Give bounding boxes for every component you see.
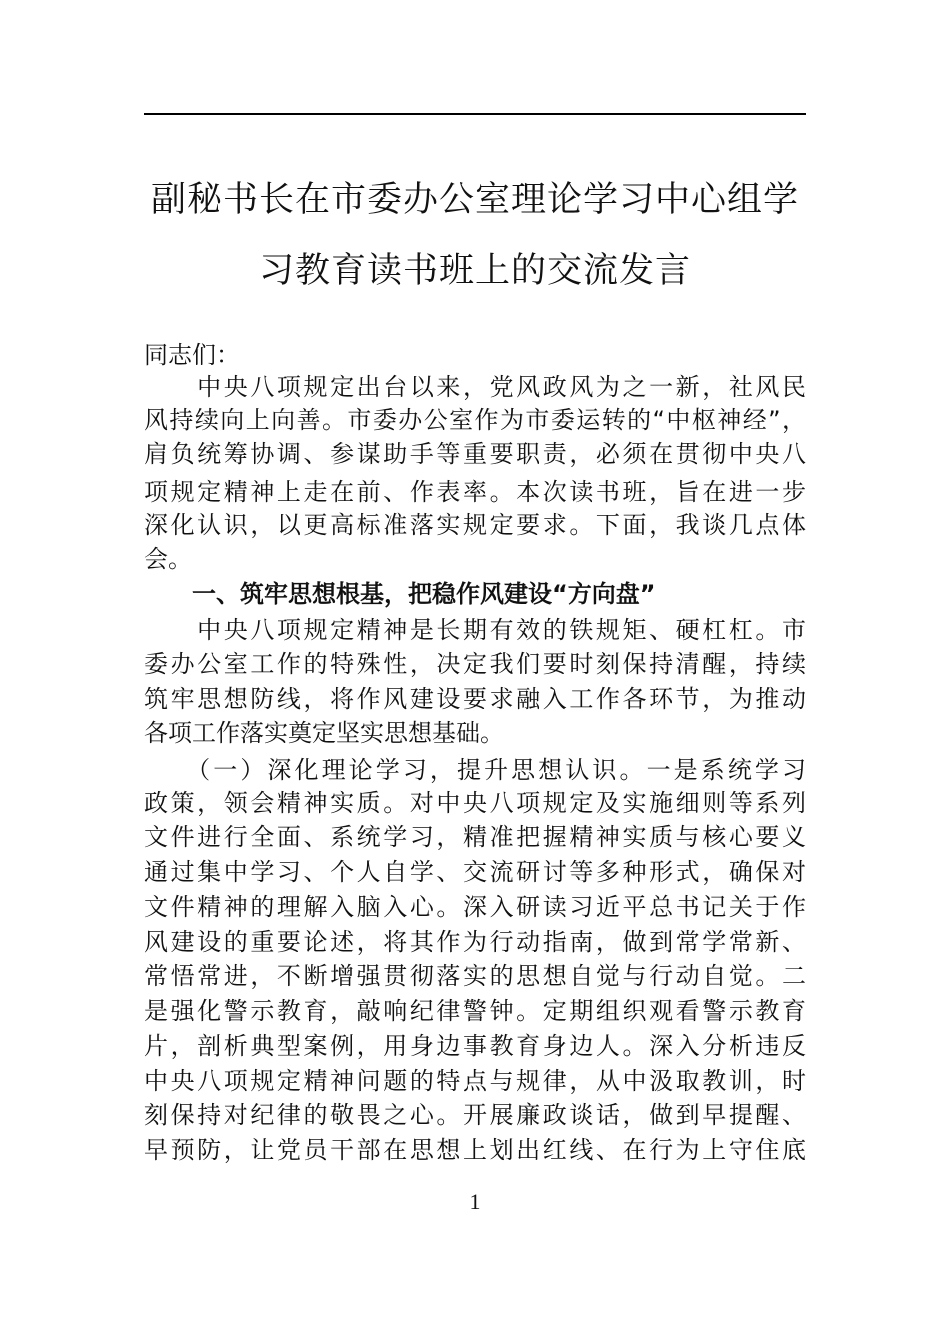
body-line: 政策，领会精神实质。对中央八项规定及实施细则等系列 xyxy=(144,789,806,817)
salutation: 同志们： xyxy=(144,341,240,369)
body-line: 文件精神的理解入脑入心。深入研读习近平总书记关于作 xyxy=(144,893,806,921)
body-line: 中央八项规定精神问题的特点与规律，从中汲取教训，时 xyxy=(144,1067,806,1095)
body-line: 风建设的重要论述，将其作为行动指南，做到常学常新、 xyxy=(144,928,806,956)
body-line: 片，剖析典型案例，用身边事教育身边人。深入分析违反 xyxy=(144,1032,806,1060)
title-line-2: 习教育读书班上的交流发言 xyxy=(258,251,691,291)
top-rule xyxy=(144,113,806,115)
body-line: 早预防，让党员干部在思想上划出红线、在行为上守住底 xyxy=(144,1136,806,1164)
body-line: 文件进行全面、系统学习，精准把握精神实质与核心要义 xyxy=(144,823,806,851)
body-line: （一）深化理论学习，提升思想认识。一是系统学习 xyxy=(144,756,806,784)
title-line-1: 副秘书长在市委办公室理论学习中心组学 xyxy=(150,180,799,220)
body-line: 是强化警示教育，敲响纪律警钟。定期组织观看警示教育 xyxy=(144,997,806,1025)
section-heading: 一、筑牢思想根基，把稳作风建设“方向盘” xyxy=(144,580,656,608)
body-line: 中央八项规定出台以来，党风政风为之一新，社风民 xyxy=(144,373,806,401)
body-line: 深化认识，以更高标准落实规定要求。下面，我谈几点体 xyxy=(144,511,806,539)
page-number: 1 xyxy=(469,1189,481,1214)
body-line: 委办公室工作的特殊性，决定我们要时刻保持清醒，持续 xyxy=(144,650,806,678)
body-line: 各项工作落实奠定坚实思想基础。 xyxy=(144,719,504,747)
body-line: 会。 xyxy=(144,545,192,573)
body-line: 刻保持对纪律的敬畏之心。开展廉政谈话，做到早提醒、 xyxy=(144,1101,806,1129)
body-line: 筑牢思想防线，将作风建设要求融入工作各环节，为推动 xyxy=(144,685,806,713)
body-line: 中央八项规定精神是长期有效的铁规矩、硬杠杠。市 xyxy=(144,616,806,644)
body-line: 通过集中学习、个人自学、交流研讨等多种形式，确保对 xyxy=(144,858,806,886)
body-line: 项规定精神上走在前、作表率。本次读书班，旨在进一步 xyxy=(144,478,806,506)
body-line: 肩负统筹协调、参谋助手等重要职责，必须在贯彻中央八 xyxy=(144,440,806,468)
body-line: 风持续向上向善。市委办公室作为市委运转的“中枢神经”， xyxy=(144,406,806,434)
body-line: 常悟常进，不断增强贯彻落实的思想自觉与行动自觉。二 xyxy=(144,962,806,990)
